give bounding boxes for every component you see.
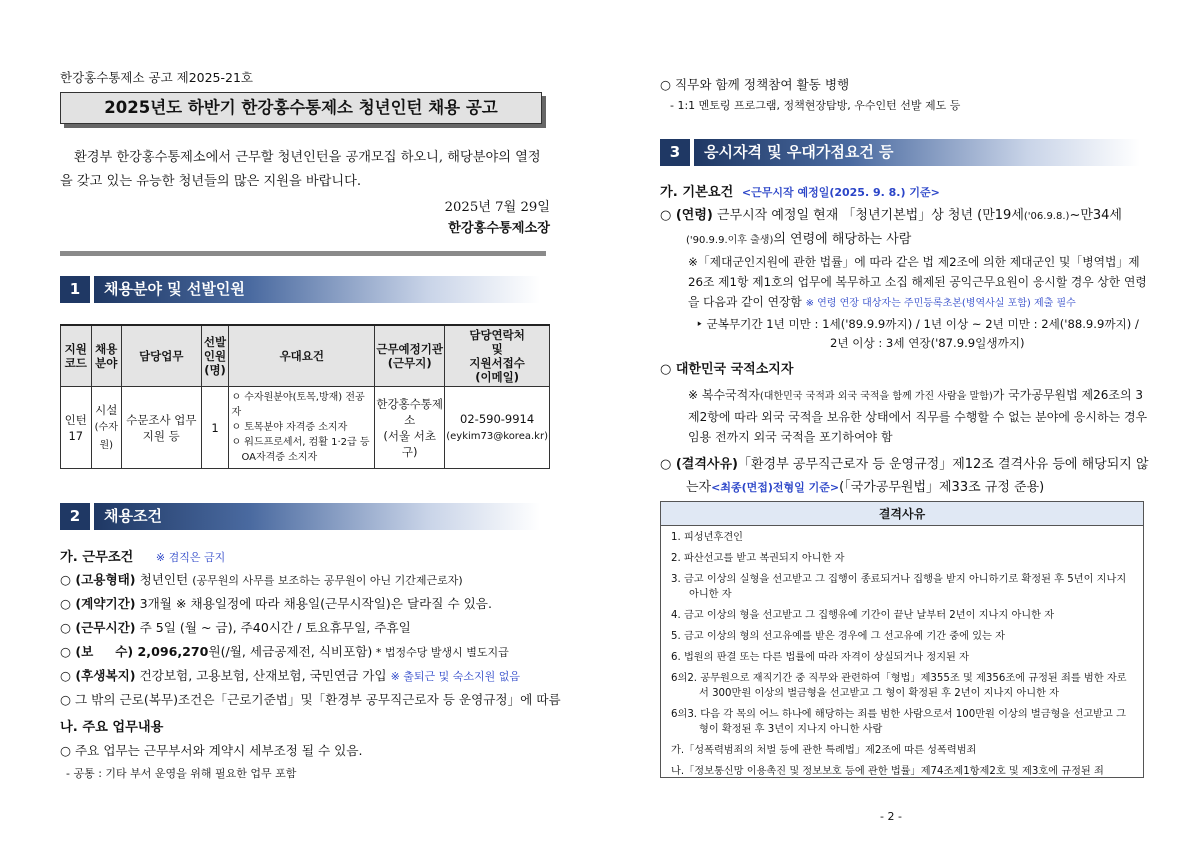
list-item: 가.「성폭력범죄의 처벌 등에 관한 특례법」제2조에 따른 성폭력범죄: [671, 745, 977, 756]
cell-conds: ㅇ 수자원분야(토목,방재) 전공자 ㅇ 토목분야 자격증 소지자 ㅇ 워드프로세서, 컴활 1·2급 등 OA자격증 소지자: [229, 387, 375, 469]
duties-sub: - 공통 : 기타 부서 운영을 위해 필요한 업무 포함: [66, 767, 297, 780]
cell-org: 한강홍수통제소 (서울 서초구): [375, 387, 445, 469]
cell-code: 인턴 17: [61, 387, 92, 469]
cell-contact: 02-590-9914 (eykim73@korea.kr): [445, 387, 550, 469]
signer: 한강홍수통제소장: [448, 221, 550, 236]
qualification-heading: 가. 기본요건 <근무시작 예정일(2025. 9. 8.) 기준>: [660, 185, 940, 200]
condition-other: ○ 그 밖의 근로(복무)조건은「근로기준법」및「환경부 공무직근로자 등 운영규정」에 따름: [60, 692, 561, 707]
section-label: 응시자격 및 우대가점요건 등: [704, 143, 894, 161]
notice-number: 한강홍수통제소 공고 제2025-21호: [60, 70, 254, 85]
military-extension-2: 2년 이상 : 3세 연장('87.9.9일생까지): [830, 336, 1025, 350]
list-item: 4. 금고 이상의 형을 선고받고 그 집행유예 기간이 끝난 날부터 2년이 지나지 아니한 자: [671, 610, 1055, 621]
section-label: 채용조건: [104, 507, 162, 525]
condition-contract-period: ○ (계약기간) 3개월 ※ 채용일정에 따라 채용일(근무시작일)은 달라질 수 있음.: [60, 596, 492, 611]
condition-employment-type: ○ (고용형태) 청년인턴 (공무원의 사무를 보조하는 공무원이 아닌 기간제근로자): [60, 572, 463, 587]
list-item: 6. 법원의 판결 또는 다른 법률에 따라 자격이 상실되거나 정지된 자: [671, 652, 969, 663]
qualification-nationality: ○ 대한민국 국적소지자: [660, 362, 794, 377]
cell-duty: 수문조사 업무 지원 등: [122, 387, 202, 469]
section-label: 채용분야 및 선발인원: [104, 280, 245, 298]
table-header-row: [61, 325, 550, 387]
list-item: 6의3. 다음 각 목의 어느 하나에 해당하는 죄를 범한 사람으로서 100만원 이상의 벌금형을 선고받고 그 형이 확정된 후 3년이 지나지 아니한 사람: [671, 709, 1126, 735]
condition-working-hours: ○ (근무시간) 주 5일 (월 ~ 금), 주40시간 / 토요휴무일, 주휴일: [60, 620, 411, 635]
notice-date: 2025년 7월 29일: [444, 200, 550, 215]
col-header-duty: 담당업무: [122, 325, 202, 387]
section-number: 3: [660, 139, 690, 166]
col-header-org: 근무예정기관 (근무지): [375, 325, 445, 387]
disqualification-heading: 결격사유: [661, 502, 1143, 526]
col-header-code: 지원 코드: [61, 325, 92, 387]
section-header-2: [60, 503, 540, 530]
list-item: 6의2. 공무원으로 재직기간 중 직무와 관련하여「형법」제355조 및 제356조에 규정된 죄를 범한 자로서 300만원 이상의 벌금형을 선고받고 그 형이 확정된 후 2년이 지나지 아니한 자: [671, 673, 1127, 699]
list-item: 1. 피성년후견인: [671, 532, 744, 543]
condition-welfare: ○ (후생복지) 건강보험, 고용보험, 산재보험, 국민연금 가입 ※ 출퇴근 및 숙소지원 없음: [60, 668, 521, 683]
col-header-conds: 우대요건: [229, 325, 375, 387]
qualification-age: ○ (연령) 근무시작 예정일 현재 「청년기본법」상 청년 (만19세('06.9.8.)~만34세 ('90.9.9.이후 출생)의 연령에 해당하는 사람: [660, 208, 1122, 247]
cell-count: 1: [201, 387, 229, 469]
policy-activity-sub: - 1:1 멘토링 프로그램, 정책현장탐방, 우수인턴 선발 제도 등: [670, 99, 961, 112]
list-item: 5. 금고 이상의 형의 선고유예를 받은 경우에 그 선고유예 기간 중에 있는 자: [671, 631, 1005, 642]
table-row: [61, 387, 550, 469]
col-header-contact: 담당연락처 및 지원서접수 (이메일): [445, 325, 550, 387]
divider: [60, 251, 546, 256]
list-item: 3. 금고 이상의 실형을 선고받고 그 집행이 종료되거나 집행을 받지 아니하기로 확정된 후 5년이 지나지 아니한 자: [671, 574, 1127, 600]
page-title: 2025년도 하반기 한강홍수통제소 청년인턴 채용 공고: [60, 92, 542, 124]
duties-item: ○ 주요 업무는 근무부서와 계약시 세부조정 될 수 있음.: [60, 743, 363, 758]
military-extension-1: ‣ 군복무기간 1년 미만 : 1세('89.9.9까지) / 1년 이상 ~ 2년 미만 : 2세('88.9.9까지) /: [696, 317, 1139, 331]
intro-paragraph: 환경부 한강홍수통제소에서 근무할 청년인턴을 공개모집 하오니, 해당분야의 열정을 갖고 있는 유능한 청년들의 많은 지원을 바랍니다.: [60, 150, 541, 189]
section-header-1: [60, 276, 540, 303]
list-item: 2. 파산선고를 받고 복권되지 아니한 자: [671, 553, 845, 564]
section-number: 2: [60, 503, 90, 530]
section-number: 1: [60, 276, 90, 303]
qualification-military: ※「제대군인지원에 관한 법률」에 따라 같은 법 제2조에 의한 제대군인 및「병역법」제26조 제1항 제1호의 업무에 복무하고 소집 해제된 공익근무요원이 응시할 경우 상한 연령을 다음과 같이 연장함 ※ 연령 연장 대상자는 주민등록초본(병역사실 포함) 제출 필수: [688, 255, 1147, 309]
recruit-table: [60, 324, 550, 469]
condition-salary: ○ (보 수) 2,096,270원(/월, 세금공제전, 식비포함) * 법정수당 발생시 별도지급: [60, 644, 509, 659]
policy-activity: ○ 직무와 함께 정책참여 활동 병행: [660, 77, 850, 92]
disqualification-box: [660, 501, 1144, 778]
page-number: - 2 -: [880, 810, 902, 823]
list-item: 나.「정보통신망 이용촉진 및 정보보호 등에 관한 법률」제74조제1항제2호 및 제3호에 규정된 죄: [671, 766, 1104, 777]
cell-field: 시설 (수자원): [91, 387, 121, 469]
col-header-field: 채용 분야: [91, 325, 121, 387]
qualification-dual-nationality: ※ 복수국적자(대한민국 국적과 외국 국적을 함께 가진 사람을 말함)가 국가공무원법 제26조의 3제2항에 따라 외국 국적을 보유한 상태에서 직무를 수행할 수 없는 분야에 응시하는 경우 임용 전까지 외국 국적을 포기하여야 함: [688, 388, 1148, 444]
col-header-count: 선발 인원 (명): [201, 325, 229, 387]
qualification-disqualification: ○ (결격사유)「환경부 공무직근로자 등 운영규정」제12조 결격사유 등에 해당되지 않는자<최종(면접)전형일 기준>(「국가공무원법」제33조 규정 준용): [660, 457, 1149, 495]
work-conditions-heading: 가. 근무조건 ※ 겸직은 금지: [60, 550, 226, 565]
disqualification-list: [661, 526, 1143, 779]
section-header-3: [660, 139, 1140, 166]
duties-heading: 나. 주요 업무내용: [60, 720, 164, 735]
